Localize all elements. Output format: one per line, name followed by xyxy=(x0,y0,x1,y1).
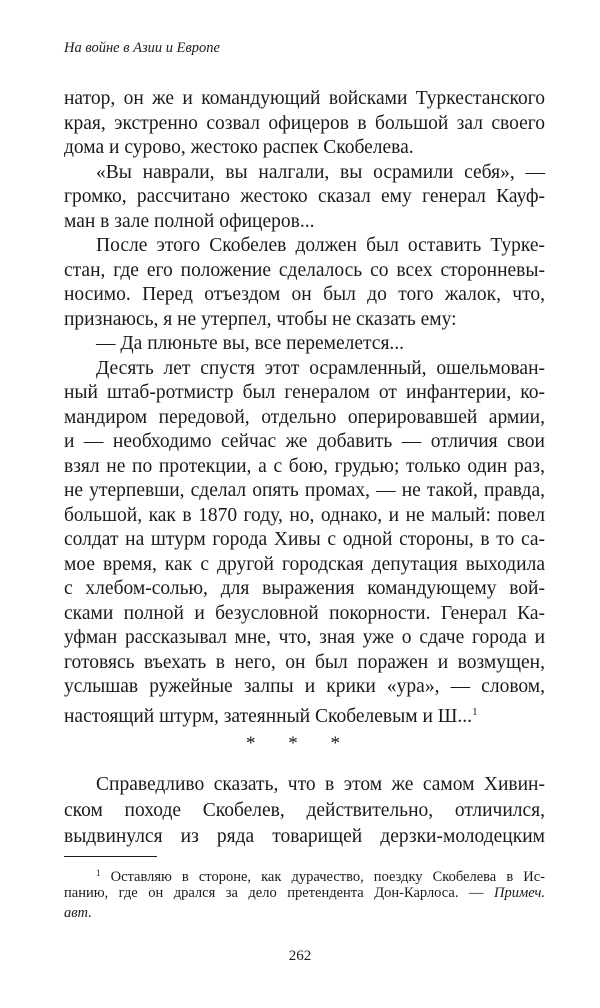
line-text: готовясь въехать в него, он был поражен и возмущен, xyxy=(64,651,545,673)
text-line xyxy=(64,651,545,676)
text-line xyxy=(64,112,545,137)
footnote-text: панию, где он дрался за дело претендента Дон-Карлоса. — xyxy=(64,885,494,901)
line-text: сками полной и безусловной покорности. Генерал Ка- xyxy=(64,602,545,624)
text-line xyxy=(64,210,545,235)
text-line xyxy=(64,136,545,161)
line-text: — Да плюньте вы, все перемелется... xyxy=(96,333,405,354)
footnote-marker: 1 xyxy=(96,868,101,878)
text-line xyxy=(64,798,545,824)
text-line xyxy=(64,430,545,455)
line-text: выдвинулся из ряда товарищей дерзки-молодецким xyxy=(64,826,545,847)
line-text: натор, он же и командующий войсками Туркестанского xyxy=(64,88,545,109)
text-line xyxy=(64,259,545,284)
footnote-line xyxy=(64,863,545,883)
page-number: 262 xyxy=(288,948,312,964)
footnote-italic: авт. xyxy=(64,905,92,921)
line-text: мандиром передовой, отдельно оперировавшей армии, xyxy=(64,406,545,428)
line-text: ман в зале полной офицеров... xyxy=(64,210,315,232)
text-line xyxy=(64,283,545,308)
footnote-line xyxy=(64,883,545,903)
line-text: уфман рассказывал мне, что, зная уже о сдаче города и xyxy=(64,627,545,648)
text-line xyxy=(64,602,545,627)
line-text: не утерпевши, сделал опять промах, — не такой, правда, xyxy=(64,480,545,501)
footnote-line xyxy=(64,903,545,923)
section-separator: * * * xyxy=(246,733,354,754)
footnote xyxy=(64,863,545,923)
line-text: ный штаб-ротмистр был генералом от инфантерии, ко- xyxy=(64,382,545,403)
body-text xyxy=(64,87,545,727)
footnote-rule xyxy=(64,856,157,857)
text-line xyxy=(64,700,545,725)
line-text: После этого Скобелев должен был оставить Турке- xyxy=(96,235,545,256)
line-text: ском походе Скобелев, действительно, отличился, xyxy=(64,800,545,821)
line-text: громко, рассчитано жестоко сказал ему генерал Кауф- xyxy=(64,186,545,207)
line-text: признаюсь, я не утерпел, чтобы не сказать ему: xyxy=(64,308,457,330)
line-text: солдат на штурм города Хивы с одной стороны, в то са- xyxy=(64,529,545,550)
body-text-continued xyxy=(64,772,545,850)
text-line xyxy=(64,675,545,700)
text-line xyxy=(64,332,545,357)
text-line xyxy=(64,824,545,850)
line-text: Десять лет спустя этот осрамленный, ошельмован- xyxy=(96,357,545,379)
text-line xyxy=(64,308,545,333)
line-text: мое время, как с другой городская депутация выходила xyxy=(64,553,545,575)
text-line xyxy=(64,357,545,382)
line-text: носимо. Перед отъездом он был до того жалок, что, xyxy=(64,284,545,305)
text-line xyxy=(64,87,545,112)
line-text: края, экстренно созвал офицеров в большой зал своего xyxy=(64,112,545,134)
running-head: На войне в Азии и Европе xyxy=(64,40,220,56)
line-text: дома и сурово, жестоко распек Скобелева. xyxy=(64,137,414,158)
text-line xyxy=(64,577,545,602)
text-line xyxy=(64,234,545,259)
line-text: с хлебом-солью, для выражения командующему вой- xyxy=(64,578,545,599)
text-line xyxy=(64,626,545,651)
footnote-text: Оставляю в стороне, как дурачество, поездку Скобелева в Ис- xyxy=(110,869,546,885)
line-text: услышав ружейные залпы и крики «ура», — словом, xyxy=(64,676,545,697)
text-line xyxy=(64,185,545,210)
text-line xyxy=(64,479,545,504)
line-text: «Вы наврали, вы налгали, вы осрамили себя», — xyxy=(96,161,545,183)
line-text: большой, как в 1870 году, но, однако, и не малый: повел xyxy=(64,504,545,526)
text-line xyxy=(64,504,545,529)
line-text: и — необходимо сейчас же добавить — отличия свои xyxy=(64,431,545,452)
text-line xyxy=(64,455,545,480)
text-line xyxy=(64,528,545,553)
footnote-italic: Примеч. xyxy=(493,885,545,901)
line-text: взял не по протекции, а с бою, грудью; только один раз, xyxy=(64,455,545,477)
text-line xyxy=(64,406,545,431)
line-text: настоящий штурм, затеянный Скобелевым и Ш... xyxy=(64,705,473,727)
text-line xyxy=(64,381,545,406)
line-text: Справедливо сказать, что в этом же самом Хивин- xyxy=(96,774,545,795)
text-line xyxy=(64,772,545,798)
text-line xyxy=(64,553,545,578)
line-text: стан, где его положение сделалось со всех сторонневы- xyxy=(64,259,545,281)
footnote-reference: 1 xyxy=(472,705,478,718)
text-line xyxy=(64,161,545,186)
